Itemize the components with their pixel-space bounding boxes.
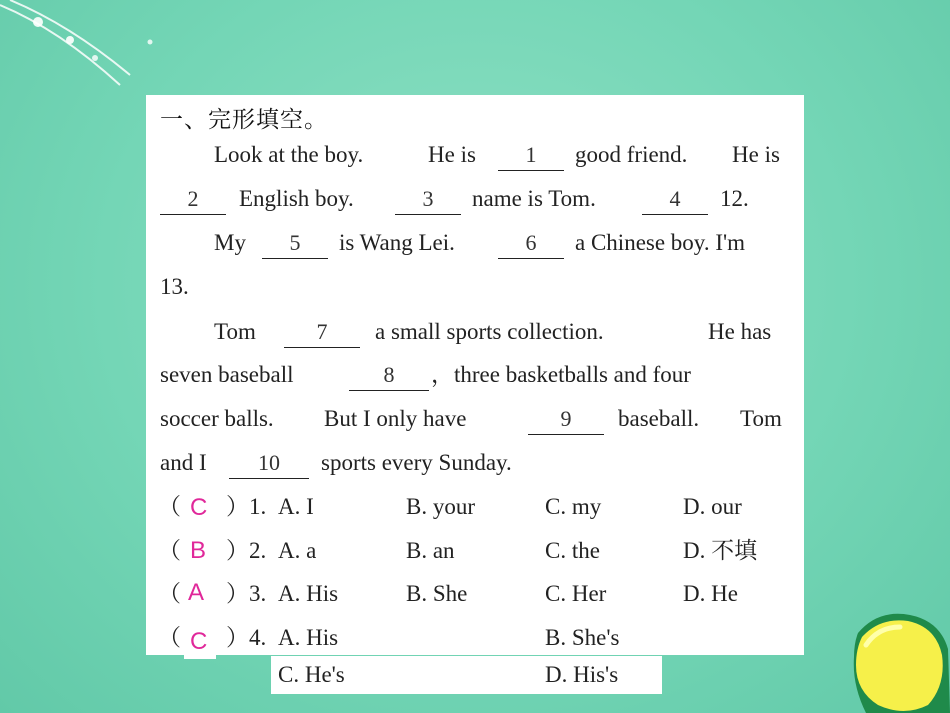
option-d: D. 不填 bbox=[683, 538, 758, 563]
passage-text: and I bbox=[160, 450, 207, 475]
sparkle-decoration bbox=[0, 0, 160, 120]
answer-2: B bbox=[190, 537, 207, 564]
question-number: ）1. bbox=[226, 494, 267, 519]
option-b: B. your bbox=[406, 494, 475, 519]
passage-text: soccer balls. bbox=[160, 406, 274, 431]
passage-text: seven baseball bbox=[160, 362, 294, 387]
passage-text: He has bbox=[708, 319, 772, 344]
answer-4: C bbox=[190, 628, 208, 655]
passage-text: He is bbox=[428, 142, 476, 167]
blank-9: 9 bbox=[528, 404, 604, 435]
passage-text: 12. bbox=[720, 186, 749, 211]
blank-8: 8 bbox=[349, 360, 429, 391]
option-a: A. His bbox=[278, 625, 339, 650]
question-number: ）4. bbox=[226, 625, 267, 650]
continuation-strip bbox=[271, 656, 662, 694]
blank-2: 2 bbox=[160, 184, 226, 215]
blank-6: 6 bbox=[498, 228, 564, 259]
blank-10: 10 bbox=[229, 448, 309, 479]
passage-text: Look at the boy. bbox=[214, 142, 364, 167]
passage-text: is Wang Lei. bbox=[339, 230, 455, 255]
passage-text: Tom bbox=[214, 319, 256, 344]
option-c: C. the bbox=[545, 538, 600, 563]
passage-text: English boy. bbox=[239, 186, 354, 211]
passage-text: sports every Sunday. bbox=[321, 450, 512, 475]
answer-1: C bbox=[190, 494, 208, 521]
passage-text: a Chinese boy. I'm bbox=[575, 230, 746, 255]
question-paren: （ bbox=[158, 538, 181, 563]
lemon-icon bbox=[848, 605, 950, 713]
question-number: ）2. bbox=[226, 538, 267, 563]
passage-text: name is Tom. bbox=[472, 186, 596, 211]
passage-text: baseball. bbox=[618, 406, 700, 431]
option-a: A. I bbox=[278, 494, 314, 519]
passage-text: a small sports collection. bbox=[375, 319, 604, 344]
passage-text: But I only have bbox=[324, 406, 467, 431]
option-a: A. a bbox=[278, 538, 317, 563]
question-paren: （ bbox=[158, 581, 181, 606]
option-b: B. She's bbox=[545, 625, 620, 650]
blank-5: 5 bbox=[262, 228, 328, 259]
option-c: C. Her bbox=[545, 581, 607, 606]
option-b: B. She bbox=[406, 581, 468, 606]
question-paren: （ bbox=[158, 494, 181, 519]
question-paren: （ bbox=[158, 625, 181, 650]
passage-text: My bbox=[214, 230, 246, 255]
option-d: D. His's bbox=[545, 662, 619, 687]
blank-4: 4 bbox=[642, 184, 708, 215]
option-d: D. He bbox=[683, 581, 738, 606]
question-number: ）3. bbox=[226, 581, 267, 606]
blank-7: 7 bbox=[284, 317, 360, 348]
option-a: A. His bbox=[278, 581, 339, 606]
option-d: D. our bbox=[683, 494, 742, 519]
passage-text: good friend. bbox=[575, 142, 688, 167]
passage-text: ，three basketballs and four bbox=[431, 362, 691, 387]
answer-3: A bbox=[188, 579, 205, 606]
blank-3: 3 bbox=[395, 184, 461, 215]
exercise-card bbox=[146, 95, 804, 655]
passage-text: Tom bbox=[740, 406, 782, 431]
option-c: C. He's bbox=[278, 662, 345, 687]
section-heading: 一、完形填空。 bbox=[160, 107, 328, 133]
blank-1: 1 bbox=[498, 140, 564, 171]
option-b: B. an bbox=[406, 538, 455, 563]
passage-text: 13. bbox=[160, 274, 189, 299]
passage-text: He is bbox=[732, 142, 780, 167]
option-c: C. my bbox=[545, 494, 602, 519]
